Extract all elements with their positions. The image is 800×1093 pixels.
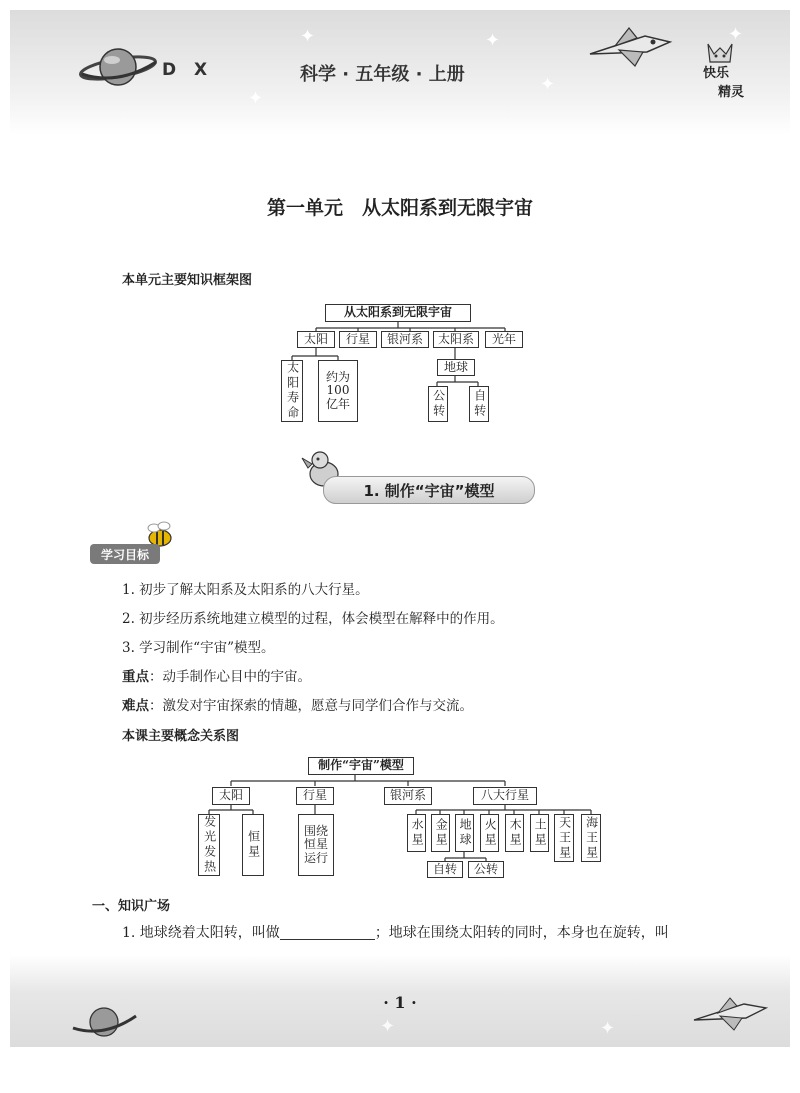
concept-node-revolution: 公转 bbox=[468, 861, 504, 878]
goal-item: 2. 初步经历系统地建立模型的过程，体会模型在解释中的作用。 bbox=[122, 611, 504, 627]
concept-node-venus: 金星 bbox=[431, 814, 450, 852]
header-title: 科学 · 五年级 · 上册 bbox=[300, 64, 465, 85]
framework-node-light-year: 光年 bbox=[485, 331, 523, 348]
sparkle-icon: ✦ bbox=[300, 26, 316, 47]
lesson-title: 1. 制作“宇宙”模型 bbox=[363, 481, 495, 500]
sparkle-icon: ✦ bbox=[540, 74, 556, 95]
concept-node-mercury: 水星 bbox=[407, 814, 426, 852]
logo-text-top: 快乐 bbox=[702, 66, 729, 81]
key-point-text: ：动手制作心目中的宇宙。 bbox=[149, 669, 311, 685]
concept-node-eight-planets: 八大行星 bbox=[473, 787, 537, 805]
answer-blank-1[interactable] bbox=[280, 925, 375, 940]
framework-node-earth: 地球 bbox=[437, 359, 475, 376]
question-1-line-1 bbox=[122, 922, 669, 942]
framework-node-solar-system: 太阳系 bbox=[433, 331, 479, 348]
key-point-label: 重点 bbox=[122, 669, 149, 685]
learning-goals-badge: 学习目标 bbox=[90, 544, 160, 564]
concept-node-milky-way: 银河系 bbox=[384, 787, 432, 805]
section-knowledge-square: 一、知识广场 bbox=[92, 899, 171, 914]
page-number: · 1 · bbox=[383, 993, 417, 1012]
difficulty-label: 难点 bbox=[122, 698, 149, 714]
concept-node-neptune: 海王星 bbox=[581, 814, 601, 862]
framework-heading: 本单元主要知识框架图 bbox=[122, 273, 253, 288]
concept-root: 制作“宇宙”模型 bbox=[308, 757, 414, 775]
unit-title: 第一单元 从太阳系到无限宇宙 bbox=[266, 197, 533, 219]
saturn-icon bbox=[70, 1000, 140, 1046]
concept-node-rotation: 自转 bbox=[427, 861, 463, 878]
concept-node-earth: 地球 bbox=[455, 814, 474, 852]
concept-node-sun: 太阳 bbox=[212, 787, 250, 805]
concept-heading: 本课主要概念关系图 bbox=[122, 729, 240, 744]
framework-node-milky-way: 银河系 bbox=[381, 331, 429, 348]
sparkle-icon: ✦ bbox=[728, 24, 744, 45]
framework-node-sun-age: 约为100亿年 bbox=[318, 360, 358, 422]
logo-text-bottom: 精灵 bbox=[717, 85, 744, 100]
concept-node-orbit-star: 围绕恒星运行 bbox=[298, 814, 334, 876]
series-mark: D X bbox=[162, 60, 214, 80]
sparkle-icon: ✦ bbox=[600, 1018, 616, 1039]
question-1-part-2: ；地球在围绕太阳转的同时，本身也在旋转，叫 bbox=[374, 925, 669, 941]
framework-node-planet: 行星 bbox=[339, 331, 377, 348]
framework-node-sun: 太阳 bbox=[297, 331, 335, 348]
concept-node-saturn: 土星 bbox=[530, 814, 549, 852]
framework-node-revolution: 公转 bbox=[428, 386, 448, 422]
concept-node-planet: 行星 bbox=[296, 787, 334, 805]
framework-node-sun-lifespan: 太阳寿命 bbox=[281, 360, 303, 422]
framework-root: 从太阳系到无限宇宙 bbox=[325, 304, 471, 322]
question-1-part-1: 1. 地球绕着太阳转，叫做 bbox=[122, 925, 280, 941]
framework-node-rotation: 自转 bbox=[469, 386, 489, 422]
concept-node-mars: 火星 bbox=[480, 814, 499, 852]
goal-item: 3. 学习制作“宇宙”模型。 bbox=[122, 640, 275, 656]
concept-node-uranus: 天王星 bbox=[554, 814, 574, 862]
sparkle-icon: ✦ bbox=[248, 88, 264, 109]
difficulty-text: ：激发对宇宙探索的情趣，愿意与同学们合作与交流。 bbox=[149, 698, 473, 714]
concept-node-jupiter: 木星 bbox=[505, 814, 524, 852]
concept-node-glow-heat: 发光发热 bbox=[198, 814, 220, 876]
concept-node-fixed-star: 恒星 bbox=[242, 814, 264, 876]
goal-item: 1. 初步了解太阳系及太阳系的八大行星。 bbox=[122, 582, 369, 598]
sparkle-icon: ✦ bbox=[485, 30, 501, 51]
sparkle-icon: ✦ bbox=[380, 1016, 396, 1037]
space-shuttle-icon bbox=[690, 994, 770, 1038]
